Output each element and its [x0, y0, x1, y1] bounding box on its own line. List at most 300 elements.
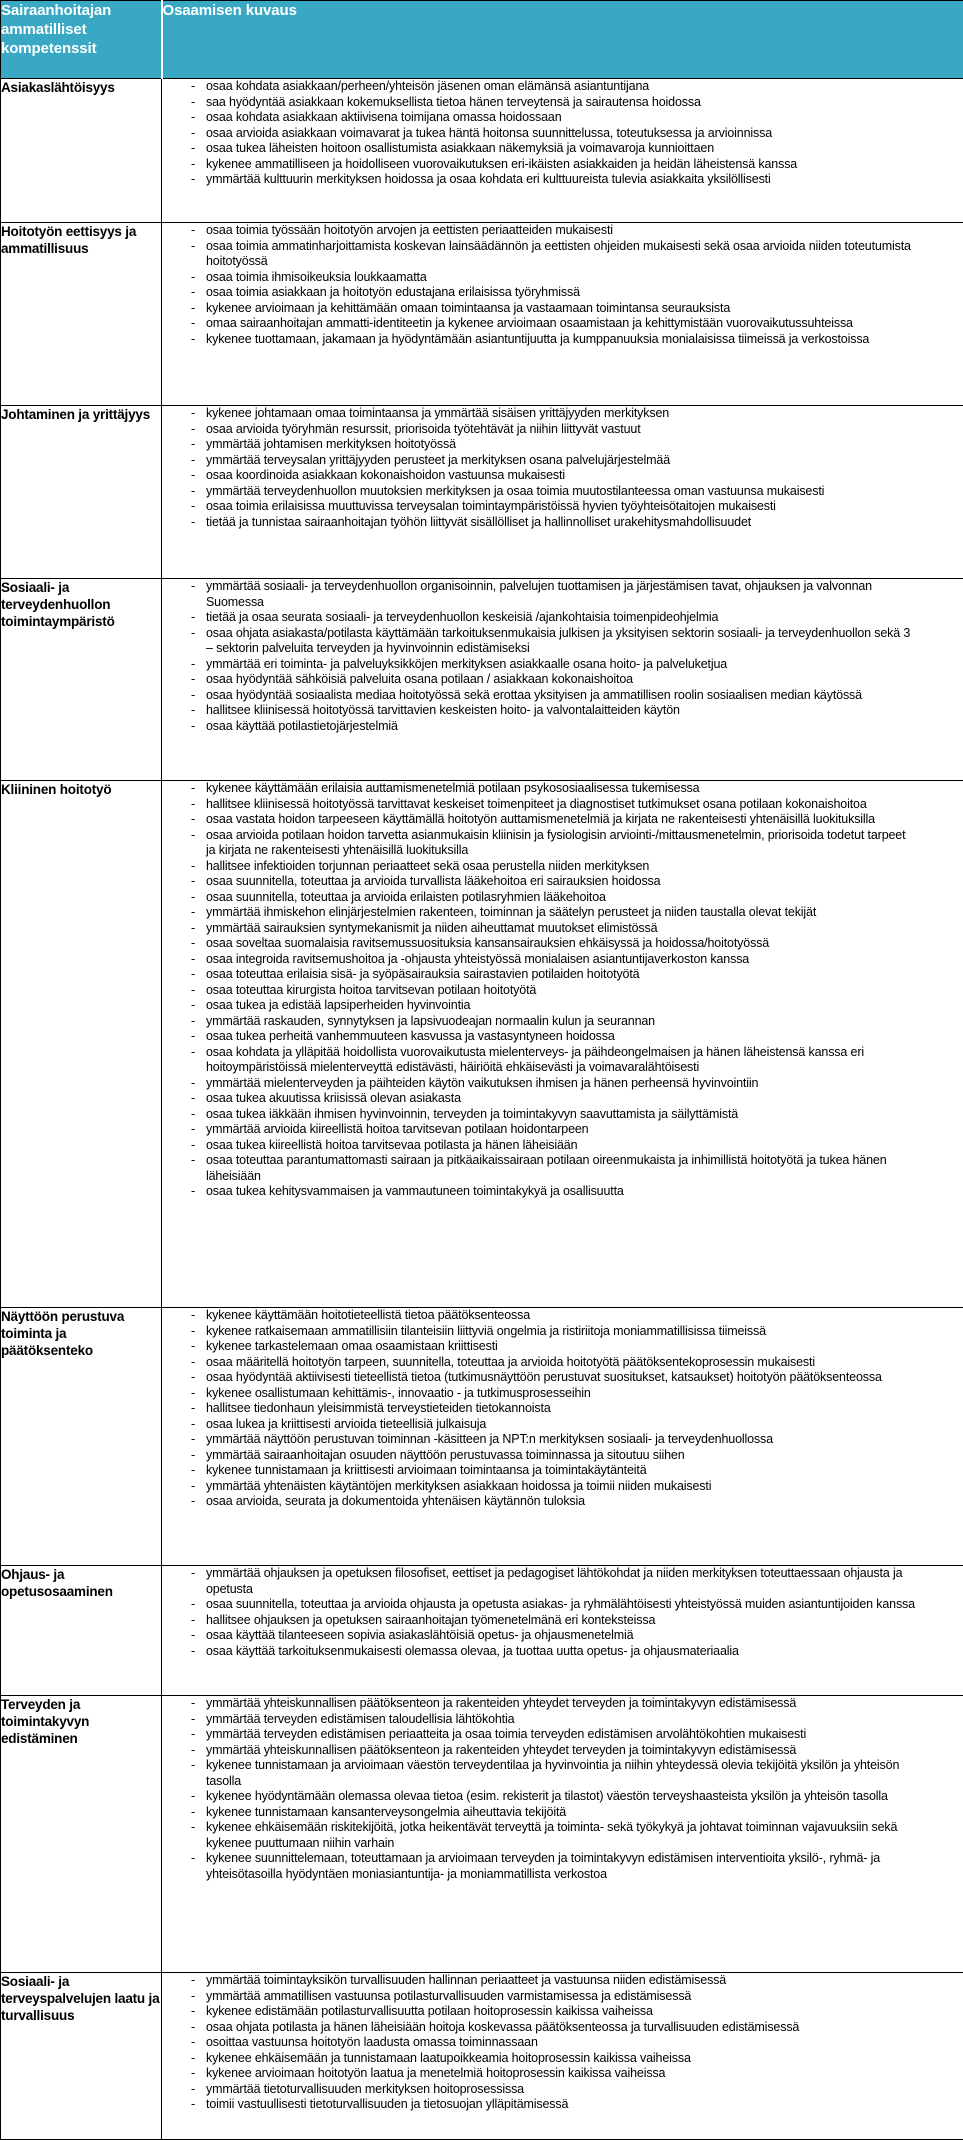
- description-list: [162, 1308, 963, 1510]
- bullet-dash-icon: -: [191, 406, 206, 422]
- bullet-dash-icon: -: [191, 1628, 206, 1644]
- bullet-dash-icon: -: [191, 484, 206, 500]
- item-text: osaa integroida ravitsemushoitoa ja -ohjausta yhteistyössä monialaisen asiantuntijaverkoston kanssa: [206, 952, 918, 968]
- list-item: [162, 610, 963, 626]
- bullet-dash-icon: -: [191, 1727, 206, 1743]
- bullet-dash-icon: -: [191, 1107, 206, 1123]
- bullet-dash-icon: -: [191, 1789, 206, 1805]
- list-item: [162, 239, 963, 270]
- list-item: [162, 1628, 963, 1644]
- item-text: kykenee tunnistamaan kansanterveysongelmia aiheuttavia tekijöitä: [206, 1805, 918, 1821]
- list-item: [162, 422, 963, 438]
- item-text: osaa toimia työssään hoitotyön arvojen ja eettisten periaatteiden mukaisesti: [206, 223, 918, 239]
- bullet-dash-icon: -: [191, 2004, 206, 2020]
- bullet-dash-icon: -: [191, 95, 206, 111]
- item-text: osaa vastata hoidon tarpeeseen käyttämällä hoitotyön auttamismenetelmiä ja kirjata ne rakenteisesti yhtenäisillä luokituksilla: [206, 812, 918, 828]
- bullet-dash-icon: -: [191, 453, 206, 469]
- competency-description-cell: [162, 781, 963, 1308]
- bullet-dash-icon: -: [191, 1820, 206, 1836]
- list-item: [162, 1355, 963, 1371]
- bullet-dash-icon: -: [191, 332, 206, 348]
- bullet-dash-icon: -: [191, 1386, 206, 1402]
- bullet-dash-icon: -: [191, 1597, 206, 1613]
- item-text: ymmärtää ohjauksen ja opetuksen filosofiset, eettiset ja pedagogiset lähtökohdat ja niiden merkityksen toteuttaessaan ohjausta ja opetusta: [206, 1566, 918, 1597]
- list-item: [162, 1029, 963, 1045]
- item-text: ymmärtää yhteiskunnallisen päätöksenteon ja rakenteiden yhteydet terveyden ja toimintakyvyn edistämisessä: [206, 1743, 918, 1759]
- bullet-dash-icon: -: [191, 110, 206, 126]
- list-item: [162, 874, 963, 890]
- list-item: [162, 797, 963, 813]
- bullet-dash-icon: -: [191, 1989, 206, 2005]
- item-text: osaa kohdata asiakkaan/perheen/yhteisön jäsenen oman elämänsä asiantuntijana: [206, 79, 918, 95]
- item-text: hallitsee ohjauksen ja opetuksen sairaanhoitajan työmenetelmänä eri konteksteissa: [206, 1613, 918, 1629]
- item-text: kykenee ehkäisemään riskitekijöitä, jotka heikentävät terveyttä ja toiminta- sekä työkykyä ja johtavat toiminnan vajavuuksiin sekä kykenee puuttumaan niihin varhain: [206, 1820, 918, 1851]
- bullet-dash-icon: -: [191, 437, 206, 453]
- item-text: osaa lukea ja kriittisesti arvioida tieteellisiä julkaisuja: [206, 1417, 918, 1433]
- list-item: [162, 1479, 963, 1495]
- item-text: tietää ja tunnistaa sairaanhoitajan työhön liittyvät sisällölliset ja hallinnolliset urakehitysmahdollisuudet: [206, 515, 918, 531]
- list-item: [162, 1308, 963, 1324]
- list-item: [162, 657, 963, 673]
- competency-name: Ohjaus- ja opetusosaaminen: [1, 1566, 162, 1696]
- bullet-dash-icon: -: [191, 1153, 206, 1169]
- item-text: ymmärtää mielenterveyden ja päihteiden käytön vaikutuksen ihmisen ja hänen perheensä hyvinvointiin: [206, 1076, 918, 1092]
- list-item: [162, 1138, 963, 1154]
- list-item: [162, 812, 963, 828]
- bullet-dash-icon: -: [191, 1494, 206, 1510]
- item-text: osoittaa vastuunsa hoitotyön laadusta omassa toiminnassaan: [206, 2035, 918, 2051]
- item-text: omaa sairaanhoitajan ammatti-identiteetin ja kykenee arvioimaan osaamistaan ja kehittymistään vuorovaikutussuhteissa: [206, 316, 918, 332]
- competency-description-cell: [162, 406, 963, 579]
- item-text: tietää ja osaa seurata sosiaali- ja terveydenhuollon keskeisiä /ajankohtaisia toimenpideohjelmia: [206, 610, 918, 626]
- competency-name: Näyttöön perustuva toiminta ja päätöksenteko: [1, 1308, 162, 1566]
- item-text: ymmärtää arvioida kiireellistä hoitoa tarvitsevan potilaan hoidontarpeen: [206, 1122, 918, 1138]
- description-list: [162, 406, 963, 530]
- bullet-dash-icon: -: [191, 126, 206, 142]
- table-body: [1, 79, 963, 2140]
- bullet-dash-icon: -: [191, 239, 206, 255]
- list-item: [162, 157, 963, 173]
- bullet-dash-icon: -: [191, 1339, 206, 1355]
- competency-name: Sosiaali- ja terveydenhuollon toimintaympäristö: [1, 579, 162, 781]
- list-item: [162, 223, 963, 239]
- bullet-dash-icon: -: [191, 1401, 206, 1417]
- item-text: osaa arvioida potilaan hoidon tarvetta asianmukaisin kliinisin ja fysiologisin arviointi-/mittausmenetelmin, priorisoida todetut tarpeet ja kirjata ne rakenteisesti yhtenäisillä luokituksilla: [206, 828, 918, 859]
- description-list: [162, 79, 963, 188]
- competency-description-cell: [162, 1566, 963, 1696]
- bullet-dash-icon: -: [191, 1712, 206, 1728]
- list-item: [162, 936, 963, 952]
- list-item: [162, 1417, 963, 1433]
- item-text: osaa toimia asiakkaan ja hoitotyön edustajana erilaisissa työryhmissä: [206, 285, 918, 301]
- table-row: [1, 781, 963, 1308]
- competency-name: Terveyden ja toimintakyvyn edistäminen: [1, 1696, 162, 1973]
- item-text: ymmärtää sairauksien syntymekanismit ja niiden aiheuttamat muutokset elimistössä: [206, 921, 918, 937]
- list-item: [162, 1712, 963, 1728]
- table-header-row: [1, 1, 963, 79]
- item-text: osaa soveltaa suomalaisia ravitsemussuosituksia kansansairauksien ehkäisyssä ja hoidossa/hoitotyössä: [206, 936, 918, 952]
- bullet-dash-icon: -: [191, 719, 206, 735]
- item-text: hallitsee infektioiden torjunnan periaatteet sekä osaa perustella niiden merkityksen: [206, 859, 918, 875]
- item-text: osaa käyttää potilastietojärjestelmiä: [206, 719, 918, 735]
- bullet-dash-icon: -: [191, 223, 206, 239]
- list-item: [162, 688, 963, 704]
- list-item: [162, 1789, 963, 1805]
- item-text: osaa arvioida, seurata ja dokumentoida yhtenäisen käytännön tuloksia: [206, 1494, 918, 1510]
- list-item: [162, 453, 963, 469]
- list-item: [162, 1184, 963, 1200]
- list-item: [162, 1386, 963, 1402]
- item-text: osaa toimia erilaisissa muuttuvissa terveysalan toimintaympäristöissä hyvien työyhteisötaitojen mukaisesti: [206, 499, 918, 515]
- list-item: [162, 1448, 963, 1464]
- bullet-dash-icon: -: [191, 2097, 206, 2113]
- list-item: [162, 781, 963, 797]
- item-text: kykenee hyödyntämään olemassa olevaa tietoa (esim. rekisterit ja tilastot) väestön terveyshaasteista yksilön ja yhteisön tasolla: [206, 1789, 918, 1805]
- list-item: [162, 1727, 963, 1743]
- bullet-dash-icon: -: [191, 921, 206, 937]
- item-text: osaa ohjata asiakasta/potilasta käyttämään tarkoituksenmukaisia julkisen ja yksityisen sektorin sosiaali- ja terveydenhuollon sekä 3 – sektorin palveluita terveyden ja hyvinvoinnin edistämiseksi: [206, 626, 918, 657]
- item-text: kykenee tuottamaan, jakamaan ja hyödyntämään asiantuntijuutta ja kumppanuuksia monialaisissa tiimeissä ja verkostoissa: [206, 332, 918, 348]
- list-item: [162, 1566, 963, 1597]
- list-item: [162, 890, 963, 906]
- bullet-dash-icon: -: [191, 657, 206, 673]
- list-item: [162, 983, 963, 999]
- item-text: ymmärtää raskauden, synnytyksen ja lapsivuodeajan normaalin kulun ja seurannan: [206, 1014, 918, 1030]
- list-item: [162, 1153, 963, 1184]
- list-item: [162, 1805, 963, 1821]
- description-list: [162, 579, 963, 734]
- bullet-dash-icon: -: [191, 1122, 206, 1138]
- bullet-dash-icon: -: [191, 301, 206, 317]
- list-item: [162, 141, 963, 157]
- bullet-dash-icon: -: [191, 1432, 206, 1448]
- bullet-dash-icon: -: [191, 812, 206, 828]
- item-text: kykenee käyttämään hoitotieteellistä tietoa päätöksenteossa: [206, 1308, 918, 1324]
- bullet-dash-icon: -: [191, 2051, 206, 2067]
- list-item: [162, 2051, 963, 2067]
- list-item: [162, 1107, 963, 1123]
- item-text: ymmärtää eri toiminta- ja palveluyksikköjen merkityksen asiakkaalle osana hoito- ja palveluketjua: [206, 657, 918, 673]
- list-item: [162, 1644, 963, 1660]
- bullet-dash-icon: -: [191, 626, 206, 642]
- bullet-dash-icon: -: [191, 905, 206, 921]
- bullet-dash-icon: -: [191, 1851, 206, 1867]
- competency-description-cell: [162, 79, 963, 223]
- list-item: [162, 437, 963, 453]
- list-item: [162, 1432, 963, 1448]
- list-item: [162, 1973, 963, 1989]
- list-item: [162, 468, 963, 484]
- list-item: [162, 2020, 963, 2036]
- item-text: osaa kohdata ja ylläpitää hoidollista vuorovaikutusta mielenterveys- ja päihdeongelmaisen ja hänen läheistensä kanssa eri hoitoympäristöissä mielenterveyttä edistävästi, häiriöitä ehkäisevästi ja voimavaralähtöisesti: [206, 1045, 918, 1076]
- bullet-dash-icon: -: [191, 1644, 206, 1660]
- item-text: saa hyödyntää asiakkaan kokemuksellista tietoa hänen terveytensä ja sairautensa hoidossa: [206, 95, 918, 111]
- competency-name: Johtaminen ja yrittäjyys: [1, 406, 162, 579]
- list-item: [162, 2066, 963, 2082]
- item-text: osaa hyödyntää aktiivisesti tieteellistä tietoa (tutkimusnäyttöön perustuvat suositukset, katsaukset) hoitotyön päätöksenteossa: [206, 1370, 918, 1386]
- list-item: [162, 998, 963, 1014]
- list-item: [162, 2035, 963, 2051]
- list-item: [162, 1494, 963, 1510]
- list-item: [162, 1851, 963, 1882]
- list-item: [162, 672, 963, 688]
- bullet-dash-icon: -: [191, 1566, 206, 1582]
- list-item: [162, 1989, 963, 2005]
- description-list: [162, 781, 963, 1200]
- item-text: osaa suunnitella, toteuttaa ja arvioida turvallista lääkehoitoa eri sairauksien hoidossa: [206, 874, 918, 890]
- header-competencies: Sairaanhoitajan ammatilliset kompetenssit: [1, 1, 162, 79]
- list-item: [162, 1463, 963, 1479]
- item-text: kykenee suunnittelemaan, toteuttamaan ja arvioimaan terveyden ja toimintakyvyn edistämisen interventioita yksilö-, ryhmä- ja yhteisötasoilla hyödyntäen moniasiantuntija- ja moniammatillista verkostoa: [206, 1851, 918, 1882]
- item-text: osaa tukea kiireellistä hoitoa tarvitsevaa potilasta ja hänen läheisiään: [206, 1138, 918, 1154]
- item-text: osaa tukea perheitä vanhemmuuteen kasvussa ja vastasyntyneen hoidossa: [206, 1029, 918, 1045]
- bullet-dash-icon: -: [191, 1184, 206, 1200]
- list-item: [162, 1743, 963, 1759]
- bullet-dash-icon: -: [191, 1029, 206, 1045]
- competency-name: Asiakaslähtöisyys: [1, 79, 162, 223]
- bullet-dash-icon: -: [191, 703, 206, 719]
- list-item: [162, 719, 963, 735]
- bullet-dash-icon: -: [191, 828, 206, 844]
- item-text: kykenee arvioimaan ja kehittämään omaan toimintaansa ja vastaamaan toimintansa seurauksista: [206, 301, 918, 317]
- header-description: Osaamisen kuvaus: [162, 1, 963, 79]
- bullet-dash-icon: -: [191, 688, 206, 704]
- bullet-dash-icon: -: [191, 874, 206, 890]
- bullet-dash-icon: -: [191, 2082, 206, 2098]
- item-text: osaa hyödyntää sosiaalista mediaa hoitotyössä sekä erottaa yksityisen ja ammatillisen roolin sosiaalisen median käytössä: [206, 688, 918, 704]
- bullet-dash-icon: -: [191, 1355, 206, 1371]
- item-text: ymmärtää yhtenäisten käytäntöjen merkityksen asiakkaan hoidossa ja toimii niiden mukaisesti: [206, 1479, 918, 1495]
- bullet-dash-icon: -: [191, 1973, 206, 1989]
- competency-description-cell: [162, 1973, 963, 2140]
- table-row: [1, 1973, 963, 2140]
- item-text: kykenee ammatilliseen ja hoidolliseen vuorovaikutuksen eri-ikäisten asiakkaiden ja heidän läheistensä kanssa: [206, 157, 918, 173]
- item-text: kykenee edistämään potilasturvallisuutta potilaan hoitoprosessin kaikissa vaiheissa: [206, 2004, 918, 2020]
- bullet-dash-icon: -: [191, 499, 206, 515]
- item-text: osaa toimia ammatinharjoittamista koskevan lainsäädännön ja eettisten ohjeiden mukaisesti sekä osaa arvioida niiden toteutumista hoitotyössä: [206, 239, 918, 270]
- bullet-dash-icon: -: [191, 1613, 206, 1629]
- table-row: [1, 79, 963, 223]
- competency-name: Sosiaali- ja terveyspalvelujen laatu ja turvallisuus: [1, 1973, 162, 2140]
- item-text: osaa käyttää tarkoituksenmukaisesti olemassa olevaa, ja tuottaa uutta opetus- ja ohjausmateriaalia: [206, 1644, 918, 1660]
- bullet-dash-icon: -: [191, 781, 206, 797]
- item-text: osaa kohdata asiakkaan aktiivisena toimijana omassa hoidossaan: [206, 110, 918, 126]
- item-text: kykenee käyttämään erilaisia auttamismenetelmiä potilaan psykososiaalisessa tukemisessa: [206, 781, 918, 797]
- bullet-dash-icon: -: [191, 1758, 206, 1774]
- item-text: toimii vastuullisesti tietoturvallisuuden ja tietosuojan ylläpitämisessä: [206, 2097, 918, 2113]
- item-text: ymmärtää tietoturvallisuuden merkityksen hoitoprosessissa: [206, 2082, 918, 2098]
- list-item: [162, 579, 963, 610]
- list-item: [162, 1045, 963, 1076]
- list-item: [162, 1122, 963, 1138]
- bullet-dash-icon: -: [191, 967, 206, 983]
- item-text: kykenee tunnistamaan ja arvioimaan väestön terveydentilaa ja hyvinvointia ja niihin yhteydessä olevia tekijöitä yksilön ja yhteisön tasolla: [206, 1758, 918, 1789]
- list-item: [162, 1820, 963, 1851]
- description-list: [162, 1696, 963, 1882]
- bullet-dash-icon: -: [191, 1091, 206, 1107]
- bullet-dash-icon: -: [191, 1014, 206, 1030]
- list-item: [162, 499, 963, 515]
- list-item: [162, 859, 963, 875]
- table-row: [1, 579, 963, 781]
- list-item: [162, 95, 963, 111]
- bullet-dash-icon: -: [191, 1696, 206, 1712]
- competency-name: Hoitotyön eettisyys ja ammatillisuus: [1, 223, 162, 406]
- item-text: ymmärtää terveysalan yrittäjyyden perusteet ja merkityksen osana palvelujärjestelmää: [206, 453, 918, 469]
- bullet-dash-icon: -: [191, 579, 206, 595]
- bullet-dash-icon: -: [191, 1045, 206, 1061]
- table-row: [1, 1696, 963, 1973]
- item-text: osaa suunnitella, toteuttaa ja arvioida ohjausta ja opetusta asiakas- ja ryhmälähtöisesti yhteistyössä muiden asiantuntijoiden kanssa: [206, 1597, 918, 1613]
- bullet-dash-icon: -: [191, 1743, 206, 1759]
- list-item: [162, 1401, 963, 1417]
- bullet-dash-icon: -: [191, 983, 206, 999]
- list-item: [162, 2004, 963, 2020]
- list-item: [162, 828, 963, 859]
- item-text: kykenee ehkäisemään ja tunnistamaan laatupoikkeamia hoitoprosessin kaikissa vaiheissa: [206, 2051, 918, 2067]
- item-text: ymmärtää terveydenhuollon muutoksien merkityksen ja osaa toimia muutostilanteessa oman vastuunsa mukaisesti: [206, 484, 918, 500]
- item-text: kykenee osallistumaan kehittämis-, innovaatio - ja tutkimusprosesseihin: [206, 1386, 918, 1402]
- list-item: [162, 1613, 963, 1629]
- item-text: osaa tukea akuutissa kriisissä olevan asiakasta: [206, 1091, 918, 1107]
- item-text: ymmärtää kulttuurin merkityksen hoidossa ja osaa kohdata eri kulttuureista tulevia asiakkaita yksilöllisesti: [206, 172, 918, 188]
- item-text: osaa toimia ihmisoikeuksia loukkaamatta: [206, 270, 918, 286]
- bullet-dash-icon: -: [191, 1479, 206, 1495]
- list-item: [162, 515, 963, 531]
- item-text: ymmärtää sairaanhoitajan osuuden näyttöön perustuvassa toiminnassa ja sitoutuu siihen: [206, 1448, 918, 1464]
- bullet-dash-icon: -: [191, 2066, 206, 2082]
- list-item: [162, 126, 963, 142]
- list-item: [162, 905, 963, 921]
- item-text: kykenee arvioimaan hoitotyön laatua ja menetelmiä hoitoprosessin kaikissa vaiheissa: [206, 2066, 918, 2082]
- bullet-dash-icon: -: [191, 316, 206, 332]
- bullet-dash-icon: -: [191, 515, 206, 531]
- description-list: [162, 223, 963, 347]
- bullet-dash-icon: -: [191, 797, 206, 813]
- list-item: [162, 1696, 963, 1712]
- list-item: [162, 172, 963, 188]
- item-text: ymmärtää ihmiskehon elinjärjestelmien rakenteen, toiminnan ja säätelyn perusteet ja niiden taustalla olevat tekijät: [206, 905, 918, 921]
- competency-description-cell: [162, 579, 963, 781]
- description-list: [162, 1973, 963, 2113]
- table-row: [1, 1566, 963, 1696]
- item-text: ymmärtää yhteiskunnallisen päätöksenteon ja rakenteiden yhteydet terveyden ja toimintakyvyn edistämisessä: [206, 1696, 918, 1712]
- bullet-dash-icon: -: [191, 1076, 206, 1092]
- bullet-dash-icon: -: [191, 859, 206, 875]
- bullet-dash-icon: -: [191, 141, 206, 157]
- list-item: [162, 285, 963, 301]
- bullet-dash-icon: -: [191, 998, 206, 1014]
- bullet-dash-icon: -: [191, 468, 206, 484]
- item-text: osaa ohjata potilasta ja hänen läheisiään hoitoja koskevassa päätöksenteossa ja turvallisuuden edistämisessä: [206, 2020, 918, 2036]
- item-text: osaa tukea kehitysvammaisen ja vammautuneen toimintakykyä ja osallisuutta: [206, 1184, 918, 1200]
- item-text: kykenee tunnistamaan ja kriittisesti arvioimaan toimintaansa ja toimintakäytänteitä: [206, 1463, 918, 1479]
- item-text: osaa arvioida työryhmän resurssit, priorisoida työtehtävät ja niihin liittyvät vastuut: [206, 422, 918, 438]
- table-row: [1, 1308, 963, 1566]
- bullet-dash-icon: -: [191, 157, 206, 173]
- list-item: [162, 79, 963, 95]
- competency-name: Kliininen hoitotyö: [1, 781, 162, 1308]
- bullet-dash-icon: -: [191, 172, 206, 188]
- bullet-dash-icon: -: [191, 1308, 206, 1324]
- item-text: osaa tukea iäkkään ihmisen hyvinvoinnin, terveyden ja toimintakyvyn saavuttamista ja säilyttämistä: [206, 1107, 918, 1123]
- bullet-dash-icon: -: [191, 2020, 206, 2036]
- list-item: [162, 332, 963, 348]
- list-item: [162, 1597, 963, 1613]
- list-item: [162, 1370, 963, 1386]
- competency-description-cell: [162, 223, 963, 406]
- item-text: osaa toteuttaa parantumattomasti sairaan ja pitkäaikaissairaan potilaan oireenmukaista ja inhimillistä hoitotyötä ja tukea hänen läheisiään: [206, 1153, 918, 1184]
- item-text: osaa hyödyntää sähköisiä palveluita osana potilaan / asiakkaan kokonaishoitoa: [206, 672, 918, 688]
- competency-description-cell: [162, 1308, 963, 1566]
- bullet-dash-icon: -: [191, 2035, 206, 2051]
- item-text: hallitsee kliinisessä hoitotyössä tarvittavien keskeisten hoito- ja valvontalaitteiden käytön: [206, 703, 918, 719]
- bullet-dash-icon: -: [191, 1370, 206, 1386]
- list-item: [162, 1324, 963, 1340]
- bullet-dash-icon: -: [191, 1463, 206, 1479]
- list-item: [162, 626, 963, 657]
- list-item: [162, 1076, 963, 1092]
- bullet-dash-icon: -: [191, 422, 206, 438]
- list-item: [162, 967, 963, 983]
- item-text: ymmärtää näyttöön perustuvan toiminnan -käsitteen ja NPT:n merkityksen sosiaali- ja terveydenhuollossa: [206, 1432, 918, 1448]
- bullet-dash-icon: -: [191, 1805, 206, 1821]
- item-text: kykenee johtamaan omaa toimintaansa ja ymmärtää sisäisen yrittäjyyden merkityksen: [206, 406, 918, 422]
- item-text: osaa tukea ja edistää lapsiperheiden hyvinvointia: [206, 998, 918, 1014]
- table-row: [1, 223, 963, 406]
- bullet-dash-icon: -: [191, 1417, 206, 1433]
- list-item: [162, 1758, 963, 1789]
- item-text: osaa määritellä hoitotyön tarpeen, suunnitella, toteuttaa ja arvioida hoitotyötä päätöksentekoprosessin mukaisesti: [206, 1355, 918, 1371]
- list-item: [162, 270, 963, 286]
- competency-description-cell: [162, 1696, 963, 1973]
- list-item: [162, 952, 963, 968]
- item-text: ymmärtää terveyden edistämisen periaatteita ja osaa toimia terveyden edistämisen arvolähtökohtien mukaisesti: [206, 1727, 918, 1743]
- list-item: [162, 484, 963, 500]
- list-item: [162, 2097, 963, 2113]
- list-item: [162, 301, 963, 317]
- bullet-dash-icon: -: [191, 270, 206, 286]
- description-list: [162, 1566, 963, 1659]
- item-text: hallitsee kliinisessä hoitotyössä tarvittavat keskeiset toimenpiteet ja diagnostiset tutkimukset osana potilaan kokonaishoitoa: [206, 797, 918, 813]
- list-item: [162, 2082, 963, 2098]
- item-text: ymmärtää johtamisen merkityksen hoitotyössä: [206, 437, 918, 453]
- list-item: [162, 1091, 963, 1107]
- item-text: ymmärtää ammatillisen vastuunsa potilasturvallisuuden varmistamisessa ja edistämisessä: [206, 1989, 918, 2005]
- bullet-dash-icon: -: [191, 1324, 206, 1340]
- bullet-dash-icon: -: [191, 952, 206, 968]
- bullet-dash-icon: -: [191, 79, 206, 95]
- bullet-dash-icon: -: [191, 890, 206, 906]
- item-text: kykenee ratkaisemaan ammatillisiin tilanteisiin liittyviä ongelmia ja ristiriitoja moniammatillisissa tiimeissä: [206, 1324, 918, 1340]
- item-text: osaa arvioida asiakkaan voimavarat ja tukea häntä hoitonsa suunnittelussa, toteutuksessa ja arvioinnissa: [206, 126, 918, 142]
- bullet-dash-icon: -: [191, 610, 206, 626]
- item-text: ymmärtää terveyden edistämisen taloudellisia lähtökohtia: [206, 1712, 918, 1728]
- bullet-dash-icon: -: [191, 1138, 206, 1154]
- list-item: [162, 316, 963, 332]
- item-text: kykenee tarkastelemaan omaa osaamistaan kriittisesti: [206, 1339, 918, 1355]
- item-text: osaa tukea läheisten hoitoon osallistumista asiakkaan näkemyksiä ja voimavaroja kunnioittaen: [206, 141, 918, 157]
- item-text: osaa toteuttaa kirurgista hoitoa tarvitsevan potilaan hoitotyötä: [206, 983, 918, 999]
- item-text: ymmärtää sosiaali- ja terveydenhuollon organisoinnin, palvelujen tuottamisen ja järjestämisen tavat, ohjauksen ja valvonnan Suomessa: [206, 579, 918, 610]
- table-row: [1, 406, 963, 579]
- bullet-dash-icon: -: [191, 1448, 206, 1464]
- item-text: osaa käyttää tilanteeseen sopivia asiakaslähtöisiä opetus- ja ohjausmenetelmiä: [206, 1628, 918, 1644]
- list-item: [162, 406, 963, 422]
- item-text: ymmärtää toimintayksikön turvallisuuden hallinnan periaatteet ja vastuunsa niiden edistämisessä: [206, 1973, 918, 1989]
- item-text: osaa koordinoida asiakkaan kokonaishoidon vastuunsa mukaisesti: [206, 468, 918, 484]
- list-item: [162, 110, 963, 126]
